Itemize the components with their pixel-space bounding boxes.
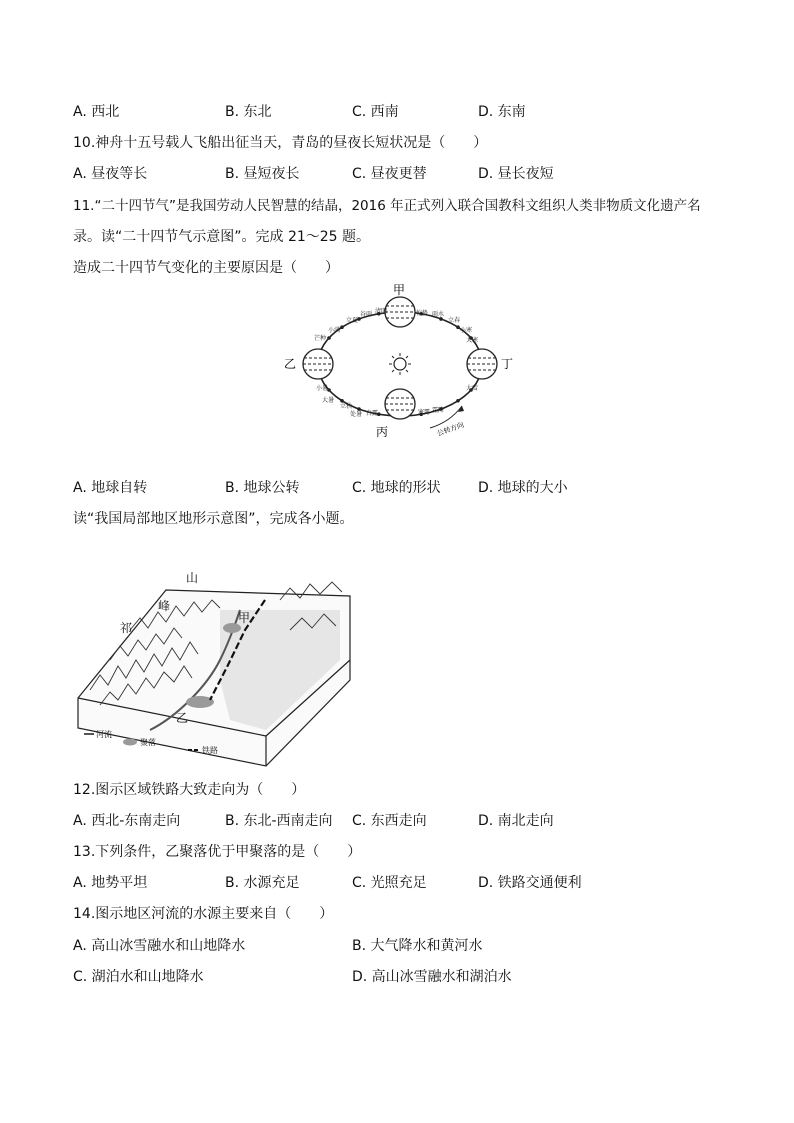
q13-option-b: B. 水源充足: [225, 875, 300, 891]
position-label-ding: 丁: [501, 357, 514, 371]
q14-option-a: A. 高山冰雪融水和山地降水: [73, 938, 246, 954]
map-label-mountain: 山: [186, 571, 199, 585]
term-label: 立秋: [340, 403, 353, 410]
term-label: 立夏: [346, 317, 359, 324]
q10-option-c: C. 昼夜更替: [352, 166, 427, 182]
q13-option-c: C. 光照充足: [352, 875, 427, 891]
q9-option-a: A. 西北: [73, 104, 120, 120]
term-label: 清明: [375, 308, 388, 315]
earth-bottom: [385, 389, 415, 419]
legend-river: 河流: [96, 730, 112, 739]
term-label: 雨水: [432, 311, 445, 318]
terrain-intro: 读“我国局部地区地形示意图”，完成各小题。: [73, 511, 354, 527]
legend-railway: 铁路: [202, 746, 218, 755]
solar-terms-orbit-diagram: [280, 282, 514, 442]
q9-option-d: D. 东南: [478, 104, 526, 120]
term-label: 谷雨: [360, 311, 373, 318]
orbit-dot: [327, 336, 331, 340]
q11-question: 造成二十四节气变化的主要原因是（ ）: [73, 260, 339, 276]
position-label-yi: 乙: [284, 357, 297, 371]
terrain-block-diagram: [70, 570, 360, 770]
q12-option-c: C. 东西走向: [352, 813, 427, 829]
term-label: 大寒: [466, 337, 479, 344]
q10-option-d: D. 昼长夜短: [478, 166, 554, 182]
term-label: 寒露: [418, 409, 431, 416]
settlement-label-yi: 乙: [176, 711, 189, 725]
earth-left: [303, 349, 333, 379]
q9-option-c: C. 西南: [352, 104, 399, 120]
term-label: 小满: [328, 327, 341, 334]
legend-settlement: 聚落: [140, 738, 156, 747]
map-label-qi: 祁: [120, 621, 133, 635]
q11-option-a: A. 地球自转: [73, 480, 148, 496]
q11-stem-line2: 录。读“二十四节气示意图”。完成 21～25 题。: [73, 229, 371, 245]
term-label: 霜降: [432, 407, 445, 414]
q9-option-b: B. 东北: [225, 104, 272, 120]
term-label: 芒种: [314, 335, 327, 342]
q14-option-c: C. 湖泊水和山地降水: [73, 969, 204, 985]
q11-stem-line1: 11.“二十四节气”是我国劳动人民智慧的结晶，2016 年正式列入联合国教科文组织人类非物质文化遗产名: [73, 198, 701, 214]
q10-option-b: B. 昼短夜长: [225, 166, 300, 182]
settlement-label-jia: 甲: [238, 611, 251, 625]
term-label: 立春: [448, 317, 461, 324]
q10-option-a: A. 昼夜等长: [73, 166, 148, 182]
q11-option-c: C. 地球的形状: [352, 480, 441, 496]
q14-stem: 14.图示地区河流的水源主要来自（ ）: [73, 906, 334, 922]
q12-stem: 12.图示区域铁路大致走向为（ ）: [73, 782, 306, 798]
q14-option-b: B. 大气降水和黄河水: [352, 938, 483, 954]
term-label: 白露: [366, 410, 379, 417]
earth-right: [467, 349, 497, 379]
earth-top: [385, 297, 415, 327]
q12-option-b: B. 东北-西南走向: [225, 813, 333, 829]
orbit-dot: [456, 399, 460, 403]
q10-stem: 10.神舟十五号载人飞船出征当天，青岛的昼夜长短状况是（ ）: [73, 135, 488, 151]
term-label: 大暑: [322, 397, 335, 404]
q13-stem: 13.下列条件，乙聚落优于甲聚落的是（ ）: [73, 844, 362, 860]
term-label: 小暑: [316, 385, 329, 392]
q11-option-d: D. 地球的大小: [478, 480, 568, 496]
term-label: 大雪: [466, 385, 479, 392]
term-label: 惊蛰: [416, 310, 429, 317]
direction-label: 公转方向: [435, 420, 465, 438]
term-label: 处暑: [350, 411, 363, 418]
q12-option-a: A. 西北-东南走向: [73, 813, 181, 829]
q14-option-d: D. 高山冰雪融水和湖泊水: [352, 969, 512, 985]
q13-option-d: D. 铁路交通便利: [478, 875, 582, 891]
map-label-peak: 峰: [158, 599, 171, 613]
q12-option-d: D. 南北走向: [478, 813, 554, 829]
position-label-jia: 甲: [393, 283, 406, 297]
term-label: 小寒: [460, 327, 473, 334]
position-label-bing: 丙: [376, 425, 389, 439]
sun-icon: [389, 353, 411, 375]
q13-option-a: A. 地势平坦: [73, 875, 148, 891]
q11-option-b: B. 地球公转: [225, 480, 300, 496]
orbit-dot: [340, 325, 344, 329]
